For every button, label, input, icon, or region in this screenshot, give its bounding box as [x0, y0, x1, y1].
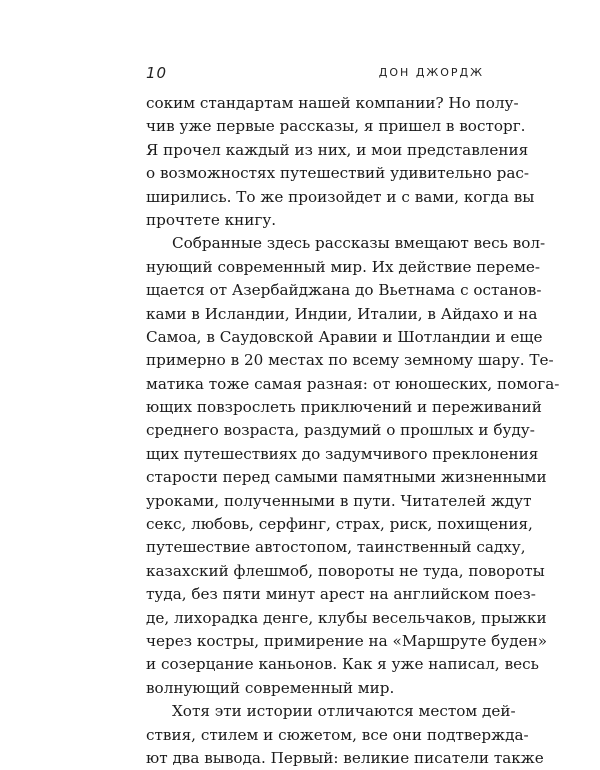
- page-number: 10: [146, 64, 168, 82]
- text-line: щих путешествиях до задумчивого преклонения: [146, 444, 539, 463]
- text-line: де, лихорадка денге, клубы весельчаков, прыжки: [146, 608, 547, 627]
- text-line: чив уже первые рассказы, я пришел в восторг.: [146, 117, 526, 136]
- text-line: уроками, полученными в пути. Читателей ждут: [146, 491, 532, 510]
- text-line: ют два вывода. Первый: великие писатели также: [146, 748, 544, 767]
- running-head-author: ДОН ДЖОРДЖ: [378, 66, 484, 79]
- text-line: щается от Азербайджана до Вьетнама с останов-: [146, 281, 542, 300]
- text-line: ющих повзрослеть приключений и переживаний: [146, 398, 542, 417]
- text-line: путешествие автостопом, таинственный садху,: [146, 538, 526, 557]
- text-line: прочтете книгу.: [146, 210, 277, 229]
- text-line: и созерцание каньонов. Как я уже написал, весь: [146, 655, 539, 674]
- text-line: Самоа, в Саудовской Аравии и Шотландии и еще: [146, 327, 543, 346]
- page-header: [146, 64, 484, 84]
- text-line: ширились. То же произойдет и с вами, когда вы: [146, 187, 535, 206]
- text-line: волнующий современный мир.: [146, 678, 395, 697]
- text-line: туда, без пяти минут арест на английском поез-: [146, 585, 536, 604]
- text-line: через костры, примирение на «Маршруте буден»: [146, 631, 547, 650]
- paragraph-start-line: Хотя эти истории отличаются местом дей-: [172, 702, 516, 721]
- text-line: соким стандартам нашей компании? Но полу-: [146, 94, 519, 112]
- text-line: о возможностях путешествий удивительно рас-: [146, 164, 530, 183]
- text-line: секс, любовь, серфинг, страх, риск, похищения,: [146, 515, 533, 534]
- text-line: примерно в 20 местах по всему земному шару. Те-: [146, 351, 554, 370]
- text-line: старости перед самыми памятными жизненными: [146, 468, 547, 487]
- paragraph-start-line: Собранные здесь рассказы вмещают весь вол-: [172, 234, 546, 253]
- text-line: среднего возраста, раздумий о прошлых и буду-: [146, 421, 535, 440]
- text-line: нующий современный мир. Их действие переме-: [146, 257, 541, 276]
- text-line: матика тоже самая разная: от юношеских, помога-: [146, 374, 560, 393]
- text-line: ками в Исландии, Индии, Италии, в Айдахо и на: [146, 304, 538, 323]
- text-line: казахский флешмоб, повороты не туда, повороты: [146, 561, 545, 580]
- text-line: Я прочел каждый из них, и мои представления: [146, 140, 529, 159]
- text-line: ствия, стилем и сюжетом, все они подтверждa-: [146, 725, 529, 744]
- body-text: [146, 92, 560, 770]
